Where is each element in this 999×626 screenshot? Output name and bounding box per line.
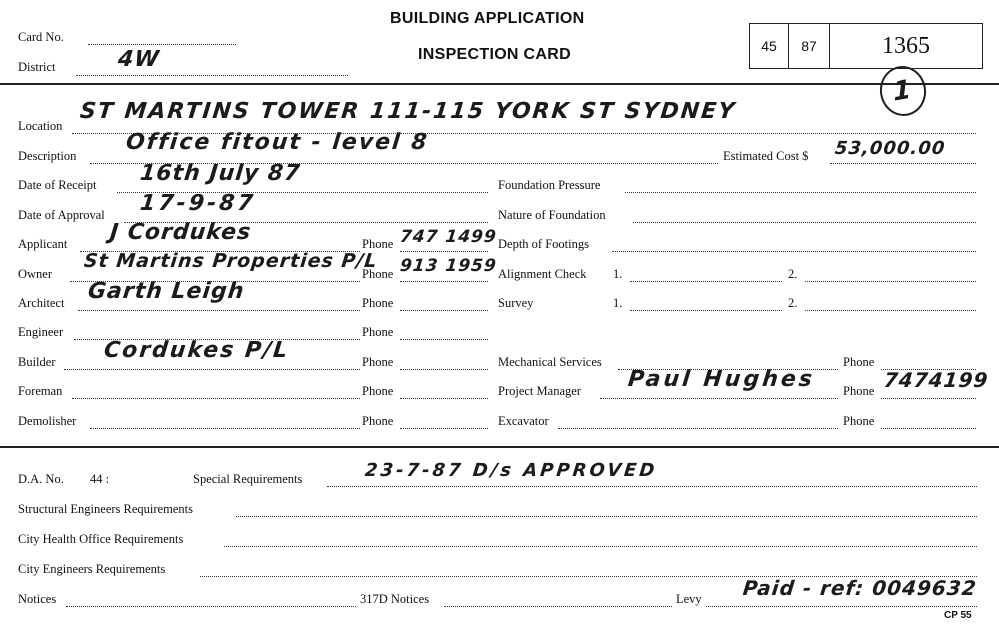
structural-label: Structural Engineers Requirements: [18, 502, 193, 516]
excavator-label: Excavator: [498, 414, 549, 428]
survey-line-2: [805, 310, 976, 311]
notices-label: Notices: [18, 592, 57, 606]
project-manager-phone-value: 7474199: [882, 368, 990, 392]
project-manager-value: Paul Hughes: [626, 367, 817, 392]
card-number-cell-1: 45: [750, 24, 789, 68]
alignment-line-2: [805, 281, 976, 282]
builder-phone-line: [400, 369, 488, 370]
depth-footings-label: Depth of Footings: [498, 237, 589, 251]
survey-num-1: 1.: [613, 296, 623, 310]
card-no-label: Card No.: [18, 30, 64, 44]
date-receipt-label: Date of Receipt: [18, 178, 97, 192]
district-line: [76, 75, 348, 76]
alignment-num-1: 1.: [613, 267, 623, 281]
circled-number: [876, 62, 930, 119]
form-code: CP 55: [944, 610, 972, 621]
survey-line-1: [630, 310, 782, 311]
card-number-box: [749, 23, 983, 69]
owner-phone-label: Phone: [362, 267, 394, 281]
notices-317d-line: [444, 606, 672, 607]
notices-317d-label: 317D Notices: [360, 592, 430, 606]
engineer-label: Engineer: [18, 325, 64, 339]
owner-label: Owner: [18, 267, 53, 281]
foundation-pressure-label: Foundation Pressure: [498, 178, 601, 192]
excavator-phone-line: [881, 428, 976, 429]
levy-line: [706, 606, 977, 607]
nature-foundation-line: [633, 222, 976, 223]
owner-phone-line: [400, 281, 488, 282]
card-number-cell-2: 87: [789, 24, 830, 68]
card-number-cell-3: 1365: [882, 32, 930, 59]
engineer-phone-label: Phone: [362, 325, 394, 339]
special-requirements-line: [327, 486, 977, 487]
district-value: 4W: [116, 47, 161, 72]
survey-num-2: 2.: [788, 296, 798, 310]
owner-phone-value: 913 1959: [398, 256, 498, 276]
circled-number-value: 1: [892, 74, 914, 108]
engineer-phone-line: [400, 339, 488, 340]
city-engineers-label: City Engineers Requirements: [18, 562, 166, 576]
demolisher-label: Demolisher: [18, 414, 77, 428]
estimated-cost-value: 53,000.00: [833, 138, 947, 159]
applicant-phone-line: [400, 251, 488, 252]
divider-top: [0, 83, 999, 85]
project-manager-phone-line: [881, 398, 976, 399]
foreman-phone-line: [400, 398, 488, 399]
mechanical-label: Mechanical Services: [498, 355, 602, 369]
notices-line: [66, 606, 356, 607]
demolisher-phone-line: [400, 428, 488, 429]
demolisher-phone-label: Phone: [362, 414, 394, 428]
special-requirements-value: 23-7-87 D/s APPROVED: [363, 460, 659, 481]
levy-label: Levy: [676, 592, 702, 606]
architect-phone-line: [400, 310, 488, 311]
estimated-cost-line: [830, 163, 976, 164]
da-no-label: D.A. No.: [18, 472, 64, 486]
district-label: District: [18, 60, 56, 74]
applicant-phone-label: Phone: [362, 237, 394, 251]
location-label: Location: [18, 119, 63, 133]
mechanical-phone-label: Phone: [843, 355, 875, 369]
architect-value: Garth Leigh: [86, 279, 246, 304]
foundation-pressure-line: [625, 192, 976, 193]
owner-value: St Martins Properties P/L: [82, 250, 379, 272]
date-approval-label: Date of Approval: [18, 208, 105, 222]
location-value: ST MARTINS TOWER 111-115 YORK ST SYDNEY: [78, 99, 738, 124]
architect-phone-label: Phone: [362, 296, 394, 310]
applicant-value: J Cordukes: [108, 220, 253, 245]
builder-label: Builder: [18, 355, 56, 369]
date-receipt-value: 16th July 87: [138, 161, 302, 186]
title-line-2: INSPECTION CARD: [418, 46, 571, 63]
applicant-label: Applicant: [18, 237, 68, 251]
divider-middle: [0, 446, 999, 448]
excavator-phone-label: Phone: [843, 414, 875, 428]
alignment-num-2: 2.: [788, 267, 798, 281]
estimated-cost-label: Estimated Cost $: [723, 149, 809, 163]
builder-value: Cordukes P/L: [102, 338, 291, 363]
nature-foundation-label: Nature of Foundation: [498, 208, 606, 222]
architect-line: [78, 310, 360, 311]
card-no-line: [88, 44, 236, 45]
description-value: Office fitout - level 8: [124, 130, 430, 155]
foreman-phone-label: Phone: [362, 384, 394, 398]
builder-phone-label: Phone: [362, 355, 394, 369]
city-health-label: City Health Office Requirements: [18, 532, 184, 546]
structural-line: [236, 516, 977, 517]
foreman-line: [72, 398, 360, 399]
date-approval-value: 17-9-87: [138, 191, 258, 216]
project-manager-line: [600, 398, 838, 399]
demolisher-line: [90, 428, 360, 429]
project-manager-phone-label: Phone: [843, 384, 875, 398]
depth-footings-line: [612, 251, 976, 252]
description-label: Description: [18, 149, 77, 163]
foreman-label: Foreman: [18, 384, 63, 398]
special-requirements-label: Special Requirements: [193, 472, 303, 486]
survey-label: Survey: [498, 296, 534, 310]
architect-label: Architect: [18, 296, 65, 310]
applicant-phone-value: 747 1499: [398, 227, 498, 247]
alignment-line-1: [630, 281, 782, 282]
alignment-check-label: Alignment Check: [498, 267, 587, 281]
title-line-1: BUILDING APPLICATION: [390, 10, 585, 27]
project-manager-label: Project Manager: [498, 384, 581, 398]
excavator-line: [558, 428, 838, 429]
da-no-value: 44 :: [90, 472, 110, 486]
levy-value: Paid - ref: 0049632: [741, 576, 979, 600]
city-health-line: [224, 546, 977, 547]
builder-line: [64, 369, 360, 370]
